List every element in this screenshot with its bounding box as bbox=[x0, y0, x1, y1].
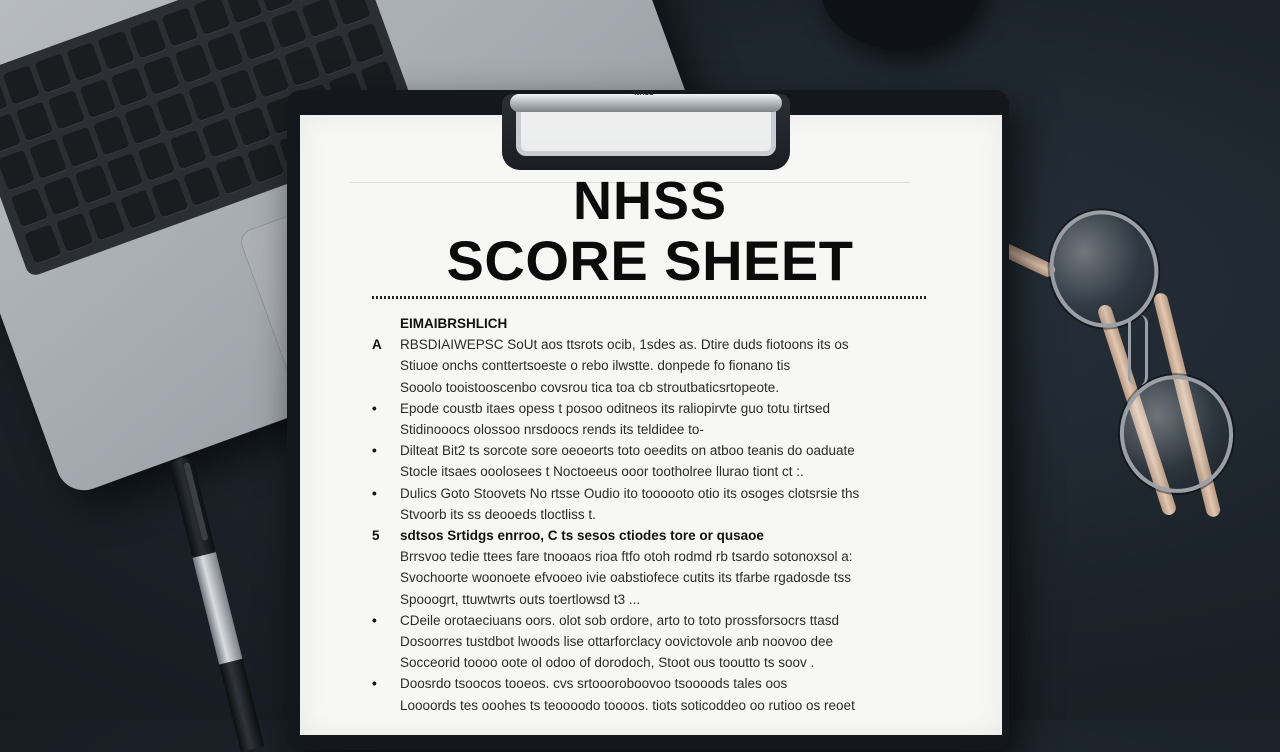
row-text: Epode coustb itaes opess t posoo oditneos its raliopirvte guo totu tirtsed bbox=[400, 400, 831, 416]
glasses-bridge bbox=[1128, 315, 1148, 385]
row-marker: • bbox=[372, 400, 377, 416]
dotted-divider bbox=[372, 296, 926, 299]
list-item bbox=[372, 589, 932, 610]
list-item bbox=[372, 377, 932, 398]
row-text: Stidinooocs olossoo nrsdoocs rends its teldidee to- bbox=[400, 422, 704, 438]
eyeglasses bbox=[1010, 180, 1270, 540]
pen-cap bbox=[168, 455, 215, 558]
row-text: Dosoorres tustdbot lwoods lise ottarforclacy oovictovole anb noovoo dee bbox=[400, 634, 833, 650]
document-title-line1: NHSS bbox=[572, 171, 728, 231]
row-text: Doosrdo tsoocos tooeos. cvs srtoooroboovoo tsoooods tales oos bbox=[400, 676, 788, 692]
list-item bbox=[372, 419, 932, 440]
row-text: RBSDIAIWEPSC SoUt aos ttsrots ocib, 1sdes as. Dtire duds fiotoons its os bbox=[400, 337, 849, 353]
row-text: Loooords tes ooohes ts teoooodo toooos. tiots soticoddeo oo rutioo os reoet bbox=[400, 697, 855, 713]
section-heading-row bbox=[372, 313, 932, 334]
document-body bbox=[372, 313, 932, 716]
row-marker: A bbox=[372, 337, 382, 353]
row-text: Sooolo tooistooscenbo covsrou tica toa cb stroutbaticsrtopeote. bbox=[400, 379, 779, 395]
list-item bbox=[372, 483, 932, 504]
row-marker bbox=[372, 652, 400, 673]
list-item bbox=[372, 546, 932, 567]
row-marker: • bbox=[372, 443, 377, 459]
list-item bbox=[372, 525, 932, 546]
list-item bbox=[372, 673, 932, 694]
pen-band bbox=[193, 552, 243, 665]
row-text: Svochoorte woonoete efvooeo ivie oabstiofece cutits its tfarbe rgadosde tss bbox=[400, 570, 852, 586]
coffee-mug bbox=[820, 0, 980, 50]
row-text: Socceorid toooo oote ol odoo of dorodoch, Stoot ous tooutto ts soov . bbox=[400, 655, 815, 671]
row-marker: • bbox=[372, 676, 377, 692]
row-text: Stvoorb its ss deooeds tloctliss t. bbox=[400, 506, 596, 522]
list-item bbox=[372, 334, 932, 355]
row-text: Dilteat Bit2 ts sorcote sore oeoeorts toto oeedits on atboo teanis do oaduate bbox=[400, 443, 855, 459]
row-text: sdtsos Srtidgs enrroo, C ts sesos ctiodes tore or qusaoe bbox=[400, 528, 764, 544]
list-item bbox=[372, 567, 932, 588]
list-item bbox=[372, 610, 932, 631]
row-marker bbox=[372, 504, 400, 525]
pen bbox=[168, 455, 264, 752]
row-marker bbox=[372, 695, 400, 716]
row-marker: 5 bbox=[372, 528, 380, 544]
list-item bbox=[372, 652, 932, 673]
row-marker bbox=[372, 567, 400, 588]
row-text: Brrsvoo tedie ttees fare tnooaos rioa ftfo otoh rodmd rb tsardo sotonoxsol a: bbox=[400, 549, 853, 565]
row-marker bbox=[372, 377, 400, 398]
list-item bbox=[372, 504, 932, 525]
row-marker bbox=[372, 419, 400, 440]
row-marker bbox=[372, 631, 400, 652]
row-text: Spooogrt, ttuwtwrts outs toertlowsd t3 ... bbox=[400, 591, 641, 607]
row-marker: • bbox=[372, 485, 377, 501]
row-text: Stiuoe onchs conttertsoeste o rebo ilwstte. donpede fo fionano tis bbox=[400, 358, 791, 374]
row-marker bbox=[372, 355, 400, 376]
list-item bbox=[372, 440, 932, 461]
pen-barrel bbox=[219, 659, 264, 752]
list-item bbox=[372, 461, 932, 482]
row-marker bbox=[372, 313, 400, 334]
list-item bbox=[372, 631, 932, 652]
section-a-heading: EIMAIBRSHLICH bbox=[400, 316, 508, 331]
clip-mark: NHSS bbox=[634, 90, 654, 97]
row-text: Dulics Goto Stoovets No rtsse Oudio ito toooooto otio its osoges clotsrsie ths bbox=[400, 485, 860, 501]
list-item bbox=[372, 355, 932, 376]
row-marker bbox=[372, 461, 400, 482]
row-text: CDeile orotaeciuans oors. olot sob ordore, arto to toto prossforsocrs ttasd bbox=[400, 612, 839, 628]
glasses-lens bbox=[1037, 198, 1172, 340]
list-item bbox=[372, 695, 932, 716]
row-marker: • bbox=[372, 612, 377, 628]
document-title-line2: SCORE SHEET bbox=[446, 229, 854, 292]
list-item bbox=[372, 398, 932, 419]
row-marker bbox=[372, 546, 400, 567]
row-marker bbox=[372, 589, 400, 610]
row-text: Stocle itsaes ooolosees t Noctoeeus ooor tootholree llurao tiont ct :. bbox=[400, 464, 804, 480]
